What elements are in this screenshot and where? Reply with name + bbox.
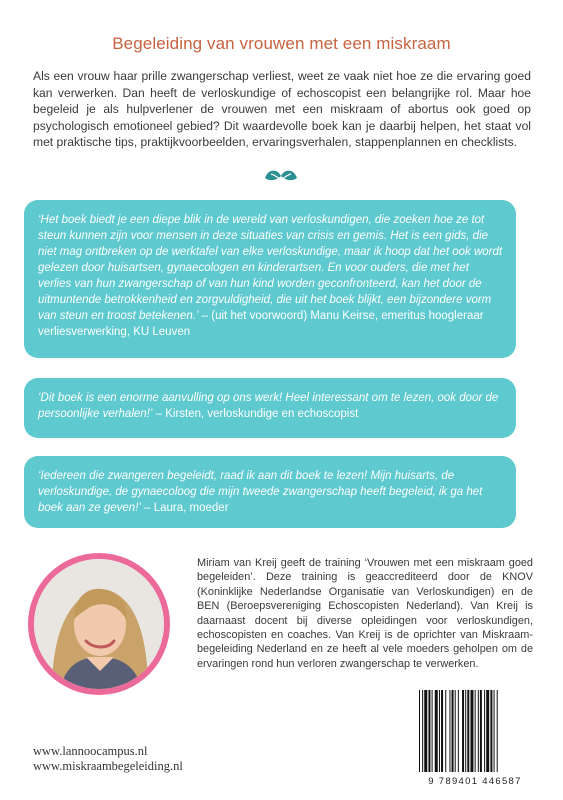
barcode-bar bbox=[422, 690, 423, 772]
quote-text: ‘Het boek biedt je een diepe blik in de wereld van verloskundigen, die zoeken hoe ze tot steun kunnen zijn voor mensen in deze situaties van crisis en gemis. Het is een gids, die niet mag ontbreken op de werktafel van elke verloskundige, maar ik hoop dat het ook wordt gelezen door huisartsen, gynaecologen en kinderartsen. En voor ouders, die met het verlies van hun zwangerschap of van hun kind worden geconfronteerd, kan het door de uitmuntende betrokkenheid en zorgvuldigheid, die uit het boek blijkt, een bijzondere vorm van steun en troost betekenen.’ bbox=[38, 214, 503, 322]
barcode-bar bbox=[458, 690, 459, 772]
author-portrait-icon bbox=[34, 559, 164, 689]
barcode-bar bbox=[478, 690, 479, 772]
barcode-bar bbox=[452, 690, 454, 772]
isbn-number: 9 789401 446587 bbox=[428, 776, 522, 787]
author-url[interactable]: www.miskraambegeleiding.nl bbox=[33, 759, 183, 773]
barcode-bar bbox=[480, 690, 482, 772]
barcode-bar bbox=[462, 690, 464, 772]
barcode-bar bbox=[470, 690, 473, 772]
barcode-bar bbox=[449, 690, 450, 772]
quote-attribution: – Laura, moeder bbox=[140, 502, 229, 514]
barcode-bar bbox=[497, 690, 498, 772]
twin-leaf-ornament-icon bbox=[262, 166, 300, 186]
quote-text: ‘Dit boek is een enorme aanvulling op ons werk! Heel interessant om te lezen, ook door de persoonlijke verhalen!’ bbox=[38, 392, 499, 420]
author-bio: Miriam van Kreij geeft de training ‘Vrouwen met een miskraam goed begeleiden’. Deze training is geaccrediteerd door de KNOV (Koninklijke Nederlandse Organisatie van Verloskundigen) en de BEN (Beroepsvereniging Echoscopisten Nederland). Van Kreij is daarnaast docent bij diverse opleidingen voor verloskundigen, echoscopisten en coaches. Van Kreij is de oprichter van Miskraambegeleiding Nederland en ze heeft al vele moeders geholpen om de ervaringen rond hun verloren zwangerschap te verwerken. bbox=[197, 557, 533, 670]
barcode-bar bbox=[424, 690, 427, 772]
quote-text: ‘Iedereen die zwangeren begeleidt, raad ik aan dit boek te lezen! Mijn huisarts, de verloskundige, de gynaecoloog die mijn tweede zwangerschap heeft begeleid, ik ga het boek aan ze geven!’ bbox=[38, 470, 483, 514]
barcode-bar bbox=[467, 690, 469, 772]
quote-attribution: – (uit het voorwoord) Manu Keirse, emeritus hoogleraar verliesverwerking, KU Leuven bbox=[38, 310, 484, 338]
barcode-bar bbox=[439, 690, 440, 772]
website-links bbox=[33, 744, 183, 774]
isbn-barcode bbox=[415, 688, 535, 776]
book-title: Begeleiding van vrouwen met een miskraam bbox=[112, 34, 451, 53]
barcode-bar bbox=[432, 690, 433, 772]
barcode-bar bbox=[494, 690, 495, 772]
quote-attribution: – Kirsten, verloskundige en echoscopist bbox=[152, 408, 359, 420]
barcode-bar bbox=[441, 690, 443, 772]
testimonial-box-kirsten bbox=[24, 378, 516, 438]
testimonial-box-keirse bbox=[24, 200, 516, 358]
author-photo bbox=[28, 553, 170, 695]
barcode-bar bbox=[486, 690, 489, 772]
barcode-bar bbox=[490, 690, 492, 772]
testimonial-box-laura bbox=[24, 456, 516, 528]
barcode-bar bbox=[484, 690, 485, 772]
barcode-bar bbox=[475, 690, 476, 772]
barcode-bar bbox=[465, 690, 466, 772]
barcode-bar bbox=[435, 690, 438, 772]
barcode-bar bbox=[419, 690, 420, 772]
barcode-bar bbox=[455, 690, 456, 772]
barcode-bar bbox=[445, 690, 446, 772]
publisher-url[interactable]: www.lannoocampus.nl bbox=[33, 744, 148, 758]
barcode-bar bbox=[428, 690, 430, 772]
intro-paragraph: Als een vrouw haar prille zwangerschap verliest, weet ze vaak niet hoe ze die ervaring goed kan verwerken. Dan heeft de verloskundige of echoscopist een belangrijke rol. Maar hoe begeleid je als hulpverlener de vrouwen met een miskraam of abortus ook goed op psychologisch emotioneel gebied? Dit waardevolle boek kan je daarbij helpen, het staat vol met praktische tips, praktijkvoorbeelden, ervaringsverhalen, stappenplannen en checklists. bbox=[33, 69, 531, 150]
